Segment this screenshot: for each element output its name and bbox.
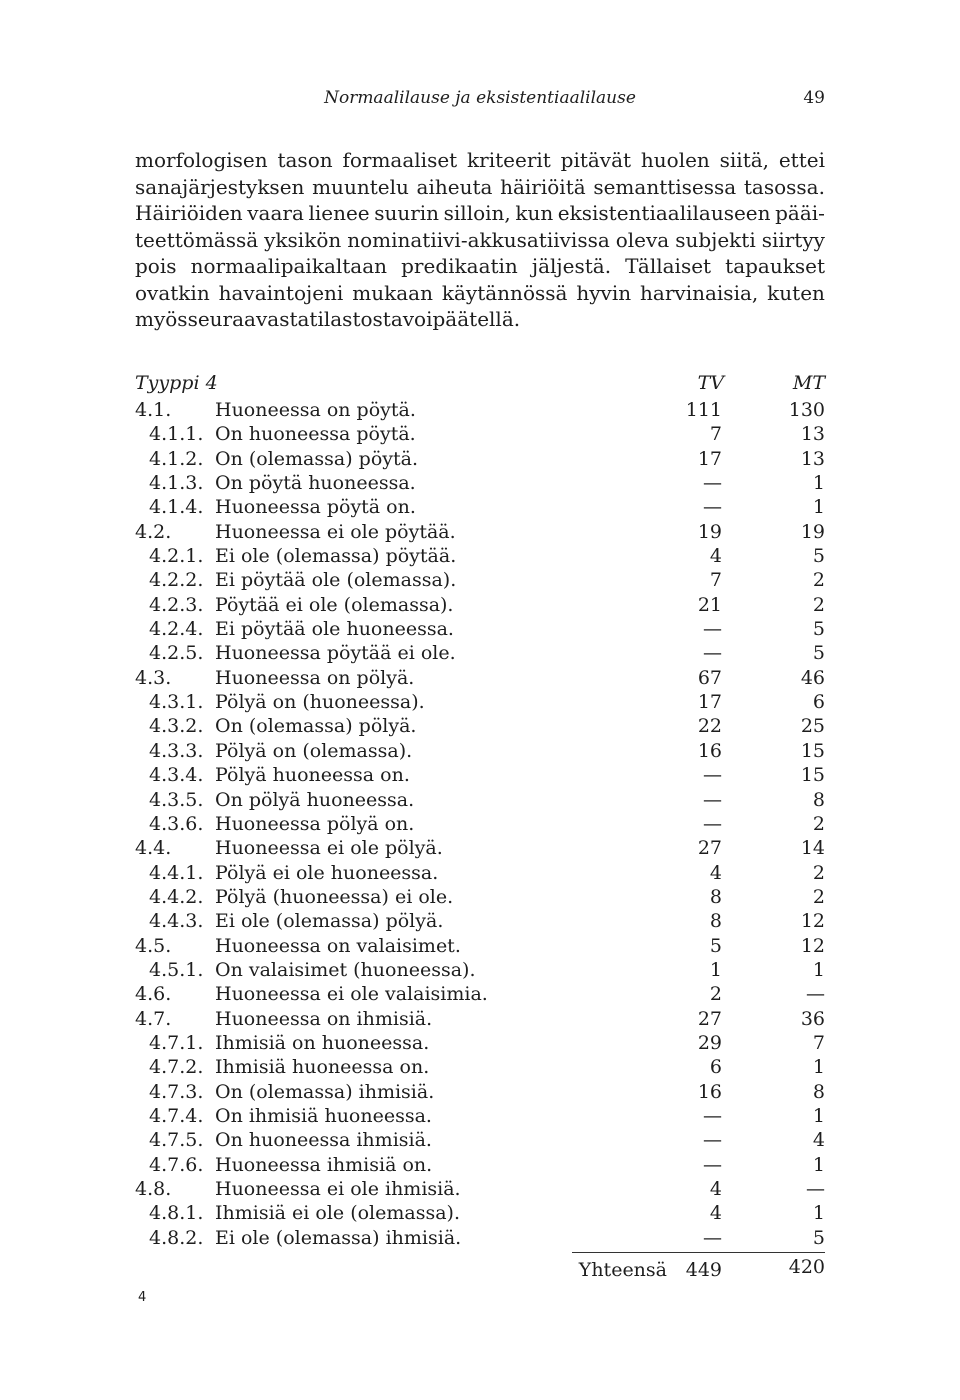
word: morfologisen — [135, 148, 268, 172]
page-number: 49 — [803, 88, 825, 108]
row-number: 4.3.6. — [149, 812, 204, 835]
table-row — [135, 982, 825, 1006]
row-number: 4.4.2. — [149, 885, 204, 908]
table-row — [135, 836, 825, 860]
word: pääi- — [775, 201, 825, 225]
row-mt: 1 — [812, 496, 825, 519]
row-tv: — — [703, 1104, 722, 1127]
table-row — [135, 520, 825, 544]
row-sentence: Ihmisiä on huoneessa. — [215, 1031, 430, 1054]
row-tv: — — [703, 1129, 722, 1152]
row-number: 4.4. — [135, 837, 172, 860]
word: formaaliset — [342, 148, 458, 172]
paragraph-line — [135, 174, 825, 201]
row-sentence: Huoneessa on pölyä. — [215, 666, 415, 689]
row-mt: 1 — [812, 472, 825, 495]
row-sentence: Pölyä ei ole huoneessa. — [215, 861, 439, 884]
paragraph-line — [135, 227, 825, 254]
word: yksikön — [264, 227, 342, 252]
row-mt: — — [806, 1178, 825, 1200]
row-number: 4.3.5. — [149, 788, 204, 811]
table-row — [135, 861, 825, 885]
row-mt: 7 — [812, 1031, 825, 1054]
row-mt: 13 — [800, 423, 825, 446]
row-tv: — — [703, 618, 722, 641]
column-header-tv: TV — [697, 372, 724, 394]
table-row — [135, 544, 825, 568]
row-tv: 8 — [709, 885, 722, 908]
row-mt: 14 — [800, 837, 825, 860]
row-number: 4.4.1. — [149, 861, 204, 884]
row-sentence: Pölyä huoneessa on. — [215, 764, 410, 787]
row-mt: 4 — [812, 1129, 825, 1152]
column-header-mt: MT — [792, 372, 825, 394]
row-number: 4.2.2. — [149, 569, 204, 592]
table-row — [135, 495, 825, 519]
row-number: 4.3.2. — [149, 715, 204, 738]
row-mt: 15 — [800, 764, 825, 787]
row-tv: — — [703, 642, 722, 665]
row-sentence: Huoneessa pölyä on. — [215, 812, 415, 835]
row-tv: 7 — [709, 423, 722, 446]
row-mt: 5 — [812, 618, 825, 641]
running-title: Normaalilause ja eksistentiaalilause — [324, 88, 636, 108]
row-mt: 6 — [812, 691, 825, 714]
row-mt: 12 — [800, 910, 825, 933]
word: siitä, — [719, 148, 770, 172]
table-body — [135, 398, 825, 1250]
row-number: 4.3.1. — [149, 691, 204, 714]
row-number: 4.7.1. — [149, 1031, 204, 1054]
word: kun — [515, 201, 554, 225]
table-row — [135, 1104, 825, 1128]
row-tv: 17 — [697, 447, 722, 470]
table-row — [135, 1177, 825, 1201]
total-mt: 420 — [788, 1256, 825, 1279]
word: päätellä. — [432, 307, 521, 331]
row-mt: 8 — [812, 1080, 825, 1103]
word: muuntelu — [312, 174, 409, 199]
row-mt: 2 — [812, 569, 825, 592]
word: pitävät — [560, 148, 632, 172]
table-row — [135, 398, 825, 422]
row-sentence: On (olemassa) ihmisiä. — [215, 1080, 435, 1103]
word: silloin, — [443, 201, 511, 225]
word: kuten — [767, 280, 825, 305]
row-mt: 1 — [812, 1202, 825, 1225]
row-tv: 4 — [709, 861, 722, 884]
row-tv: 4 — [709, 1202, 722, 1225]
word: aiheuta — [416, 174, 493, 199]
row-tv: 27 — [697, 837, 722, 860]
row-number: 4.2. — [135, 520, 172, 543]
word: huolen — [640, 148, 710, 172]
row-sentence: Huoneessa ei ole pöytää. — [215, 520, 456, 543]
row-tv: 22 — [697, 715, 722, 738]
word: havaintojeni — [218, 280, 344, 305]
word: hyvin — [576, 280, 632, 305]
paragraph-line — [135, 200, 825, 227]
word: kriteerit — [467, 148, 551, 172]
table-row — [135, 1031, 825, 1055]
word: nominatiivi-akkusatiivissa — [347, 227, 610, 252]
row-sentence: Huoneessa pöytä on. — [215, 496, 416, 519]
row-sentence: On ihmisiä huoneessa. — [215, 1104, 432, 1127]
row-tv: 2 — [709, 983, 722, 1006]
word: ovatkin — [135, 280, 210, 305]
row-tv: 19 — [697, 520, 722, 543]
row-sentence: Pölyä on (huoneessa). — [215, 691, 425, 714]
row-number: 4.1.3. — [149, 472, 204, 495]
row-sentence: On (olemassa) pöytä. — [215, 447, 418, 470]
row-tv: 16 — [697, 1080, 722, 1103]
row-number: 4.1. — [135, 399, 172, 421]
row-tv: — — [703, 812, 722, 835]
table-label: Tyyppi 4 — [135, 372, 218, 394]
row-tv: 7 — [709, 569, 722, 592]
row-sentence: On pölyä huoneessa. — [215, 788, 415, 811]
table-row — [135, 1128, 825, 1152]
row-number: 4.2.5. — [149, 642, 204, 665]
word: tason — [277, 148, 333, 172]
row-mt: 2 — [812, 812, 825, 835]
row-number: 4.7.3. — [149, 1080, 204, 1103]
row-sentence: Huoneessa ei ole ihmisiä. — [215, 1178, 461, 1200]
word: käytännössä — [441, 280, 568, 305]
table-row — [135, 447, 825, 471]
row-number: 4.2.4. — [149, 618, 204, 641]
row-sentence: On pöytä huoneessa. — [215, 472, 416, 495]
body-paragraph — [135, 147, 825, 333]
table-row — [135, 909, 825, 933]
table-row — [135, 739, 825, 763]
row-number: 4.7.6. — [149, 1153, 204, 1176]
table-row — [135, 1226, 825, 1250]
row-sentence: Huoneessa on pöytä. — [215, 399, 416, 421]
word: lienee — [308, 201, 370, 225]
word: tilastosta — [309, 307, 403, 331]
row-mt: 1 — [812, 1056, 825, 1079]
row-sentence: Huoneessa on valaisimet. — [215, 934, 461, 957]
row-number: 4.2.1. — [149, 545, 204, 568]
word: semanttisessa — [593, 174, 737, 199]
table-row — [135, 568, 825, 592]
word: oleva — [615, 227, 670, 252]
row-mt: 8 — [812, 788, 825, 811]
table-total-row — [135, 1252, 825, 1282]
total-rule — [572, 1252, 825, 1253]
row-sentence: Ei pöytää ole (olemassa). — [215, 569, 457, 592]
word: pois — [135, 254, 177, 278]
table-row — [135, 788, 825, 812]
row-mt: 13 — [800, 447, 825, 470]
table-row — [135, 1201, 825, 1225]
word: Häiriöiden — [135, 201, 243, 225]
row-number: 4.1.4. — [149, 496, 204, 519]
row-mt: 1 — [812, 958, 825, 981]
table-row — [135, 593, 825, 617]
word: voi — [402, 307, 433, 331]
table-row — [135, 641, 825, 665]
row-number: 4.7.4. — [149, 1104, 204, 1127]
row-number: 4.7.5. — [149, 1129, 204, 1152]
paragraph-line — [135, 147, 825, 174]
row-tv: — — [703, 472, 722, 495]
row-sentence: Huoneessa ei ole pölyä. — [215, 837, 443, 860]
footnote-marker: 4 — [138, 1290, 147, 1305]
row-tv: 4 — [709, 1178, 722, 1200]
word: harvinaisia, — [640, 280, 759, 305]
row-sentence: Ei pöytää ole huoneessa. — [215, 618, 454, 641]
row-tv: — — [703, 788, 722, 811]
word: seuraavasta — [187, 307, 310, 331]
row-number: 4.8. — [135, 1178, 172, 1200]
row-mt: 46 — [800, 666, 825, 689]
row-tv: 111 — [685, 399, 722, 421]
row-mt: 1 — [812, 1104, 825, 1127]
row-tv: 67 — [697, 666, 722, 689]
table-row — [135, 885, 825, 909]
row-tv: 5 — [709, 934, 722, 957]
row-mt: 5 — [812, 1226, 825, 1249]
table-row — [135, 958, 825, 982]
row-sentence: Huoneessa ihmisiä on. — [215, 1153, 433, 1176]
row-tv: 8 — [709, 910, 722, 933]
total-label: Yhteensä — [578, 1259, 667, 1282]
row-sentence: On (olemassa) pölyä. — [215, 715, 417, 738]
row-number: 4.8.1. — [149, 1202, 204, 1225]
row-sentence: Ei ole (olemassa) pöytää. — [215, 545, 457, 568]
row-mt: 2 — [812, 593, 825, 616]
word: suurin — [374, 201, 440, 225]
row-mt: 15 — [800, 739, 825, 762]
table-header — [135, 372, 825, 398]
row-mt: 2 — [812, 861, 825, 884]
word: normaalipaikaltaan — [190, 254, 388, 278]
row-sentence: On valaisimet (huoneessa). — [215, 958, 476, 981]
row-tv: 6 — [709, 1056, 722, 1079]
row-mt: 19 — [800, 520, 825, 543]
row-mt: 25 — [800, 715, 825, 738]
word: ettei — [778, 148, 825, 172]
row-tv: 4 — [709, 545, 722, 568]
row-sentence: Pölyä on (olemassa). — [215, 739, 413, 762]
table-row — [135, 1153, 825, 1177]
row-number: 4.1.2. — [149, 447, 204, 470]
row-tv: 16 — [697, 739, 722, 762]
row-mt: 5 — [812, 642, 825, 665]
word: tasossa. — [743, 174, 825, 199]
row-sentence: Huoneessa pöytää ei ole. — [215, 642, 456, 665]
statistics-table — [135, 372, 825, 1282]
table-row — [135, 1080, 825, 1104]
row-mt: — — [806, 983, 825, 1006]
table-row — [135, 690, 825, 714]
row-mt: 1 — [812, 1153, 825, 1176]
row-mt: 12 — [800, 934, 825, 957]
table-row — [135, 812, 825, 836]
row-sentence: Ei ole (olemassa) pölyä. — [215, 910, 444, 933]
word: myös — [135, 307, 188, 331]
row-number: 4.7.2. — [149, 1056, 204, 1079]
row-tv: 29 — [697, 1031, 722, 1054]
row-number: 4.2.3. — [149, 593, 204, 616]
word: tapaukset — [725, 254, 825, 278]
word: eksistentiaalilauseen — [557, 201, 771, 225]
row-tv: — — [703, 764, 722, 787]
word: subjekti — [675, 227, 756, 252]
table-row — [135, 617, 825, 641]
paragraph-line — [135, 280, 825, 307]
row-sentence: Ihmisiä huoneessa on. — [215, 1056, 430, 1079]
row-number: 4.4.3. — [149, 910, 204, 933]
row-sentence: On huoneessa ihmisiä. — [215, 1129, 432, 1152]
row-mt: 2 — [812, 885, 825, 908]
row-tv: — — [703, 1153, 722, 1176]
row-number: 4.3.3. — [149, 739, 204, 762]
running-header — [135, 88, 825, 116]
table-row — [135, 714, 825, 738]
paragraph-line — [135, 253, 825, 280]
row-sentence: Ihmisiä ei ole (olemassa). — [215, 1202, 460, 1225]
table-row — [135, 1055, 825, 1079]
row-tv: 1 — [709, 958, 722, 981]
row-number: 4.7. — [135, 1007, 172, 1030]
row-number: 4.1.1. — [149, 423, 204, 446]
row-number: 4.5. — [135, 934, 172, 957]
row-tv: 17 — [697, 691, 722, 714]
word: sanajärjestyksen — [135, 174, 305, 199]
row-tv: 27 — [697, 1007, 722, 1030]
row-number: 4.3. — [135, 666, 172, 689]
row-mt: 36 — [800, 1007, 825, 1030]
row-number: 4.8.2. — [149, 1226, 204, 1249]
word: häiriöitä — [500, 174, 586, 199]
row-tv: — — [703, 496, 722, 519]
row-sentence: On huoneessa pöytä. — [215, 423, 416, 446]
word: jäljestä. — [531, 254, 612, 278]
row-sentence: Huoneessa ei ole valaisimia. — [215, 983, 488, 1006]
total-tv: 449 — [685, 1259, 722, 1282]
table-row — [135, 763, 825, 787]
table-row — [135, 934, 825, 958]
word: teettömässä — [135, 227, 259, 252]
paragraph-line — [135, 306, 825, 333]
row-number: 4.5.1. — [149, 958, 204, 981]
row-sentence: Ei ole (olemassa) ihmisiä. — [215, 1226, 462, 1249]
word: mukaan — [352, 280, 433, 305]
table-row — [135, 1007, 825, 1031]
row-tv: 21 — [697, 593, 722, 616]
row-mt: 130 — [788, 399, 825, 421]
table-row — [135, 471, 825, 495]
word: Tällaiset — [625, 254, 712, 278]
row-number: 4.3.4. — [149, 764, 204, 787]
row-tv: — — [703, 1226, 722, 1249]
table-row — [135, 666, 825, 690]
word: siirtyy — [761, 227, 825, 252]
row-mt: 5 — [812, 545, 825, 568]
row-sentence: Huoneessa on ihmisiä. — [215, 1007, 433, 1030]
row-sentence: Pöytää ei ole (olemassa). — [215, 593, 454, 616]
word: vaara — [247, 201, 304, 225]
table-row — [135, 422, 825, 446]
word: predikaatin — [401, 254, 518, 278]
row-sentence: Pölyä (huoneessa) ei ole. — [215, 885, 454, 908]
row-number: 4.6. — [135, 983, 172, 1006]
